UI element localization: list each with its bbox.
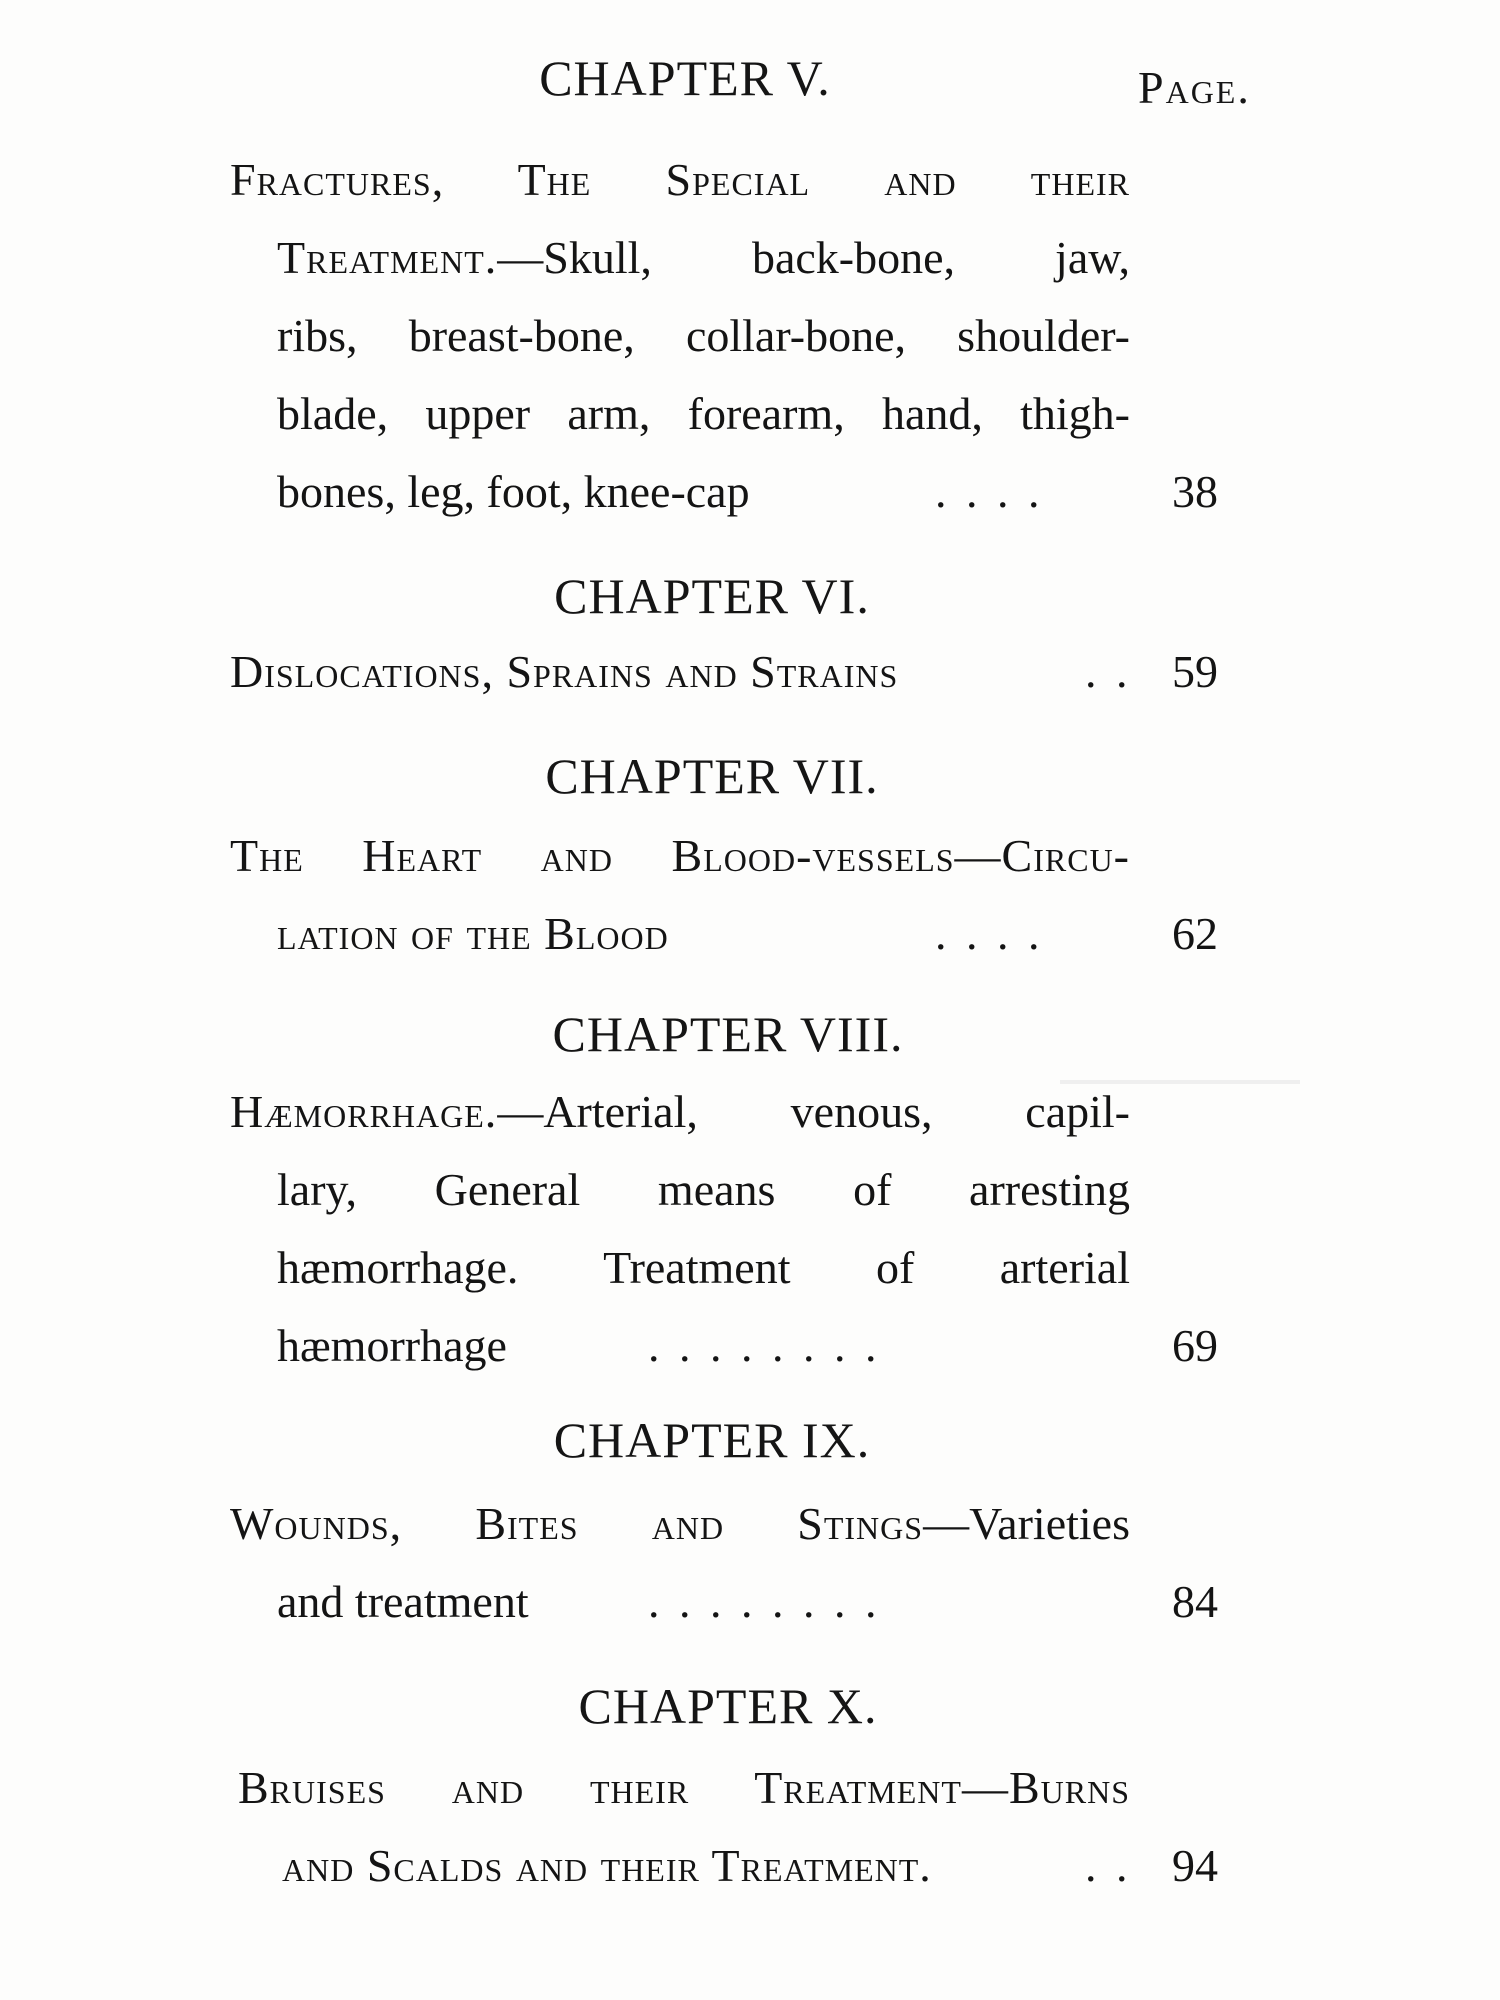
page-number: 38 <box>1172 466 1218 517</box>
toc-entry-line: bones, leg, foot, knee-cap <box>277 466 750 517</box>
chapter-heading: CHAPTER VI. <box>554 568 870 624</box>
toc-entry-line: hæmorrhage. Treatment of arterial <box>277 1242 1130 1293</box>
page-number: 59 <box>1172 646 1218 697</box>
chapter-heading: CHAPTER VIII. <box>552 1006 904 1062</box>
toc-entry-line: Fractures, The Special and their <box>230 154 1130 205</box>
page-column-label: Page. <box>1138 62 1251 113</box>
dot-leader: . . . . . . . . <box>648 1320 881 1371</box>
page-number: 69 <box>1172 1320 1218 1371</box>
chapter-heading: CHAPTER X. <box>578 1678 878 1734</box>
toc-entry-line: Dislocations, Sprains and Strains <box>230 646 899 697</box>
toc-entry-line: Bruises and their Treatment—Burns <box>238 1762 1130 1813</box>
chapter-heading: CHAPTER V. <box>539 50 831 106</box>
page-number: 84 <box>1172 1576 1218 1627</box>
dot-leader: . . . . <box>935 908 1044 959</box>
dot-leader: . . . . <box>935 466 1044 517</box>
dot-leader: . . <box>1085 646 1132 697</box>
toc-entry-line: and treatment <box>277 1576 529 1627</box>
toc-entry-line: ribs, breast-bone, collar-bone, shoulder- <box>277 310 1130 361</box>
toc-entry-line: lary, General means of arresting <box>277 1164 1130 1215</box>
dot-leader: . . <box>1085 1840 1132 1891</box>
chapter-heading: CHAPTER VII. <box>545 748 879 804</box>
toc-entry-line: Treatment.—Skull, back-bone, jaw, <box>277 232 1130 283</box>
page-number: 94 <box>1172 1840 1218 1891</box>
page-number: 62 <box>1172 908 1218 959</box>
toc-entry-line: blade, upper arm, forearm, hand, thigh- <box>277 388 1130 439</box>
toc-entry-line: and Scalds and their Treatment. <box>282 1840 932 1891</box>
toc-entry-line: The Heart and Blood-vessels—Circu- <box>230 830 1130 881</box>
toc-entry-line: hæmorrhage <box>277 1320 507 1371</box>
toc-entry-line: lation of the Blood <box>277 908 669 959</box>
chapter-heading: CHAPTER IX. <box>553 1412 871 1468</box>
dot-leader: . . . . . . . . <box>648 1576 881 1627</box>
toc-entry-line: Hæmorrhage.—Arterial, venous, capil- <box>230 1086 1130 1137</box>
toc-entry-line: Wounds, Bites and Stings—Varieties <box>230 1498 1130 1549</box>
